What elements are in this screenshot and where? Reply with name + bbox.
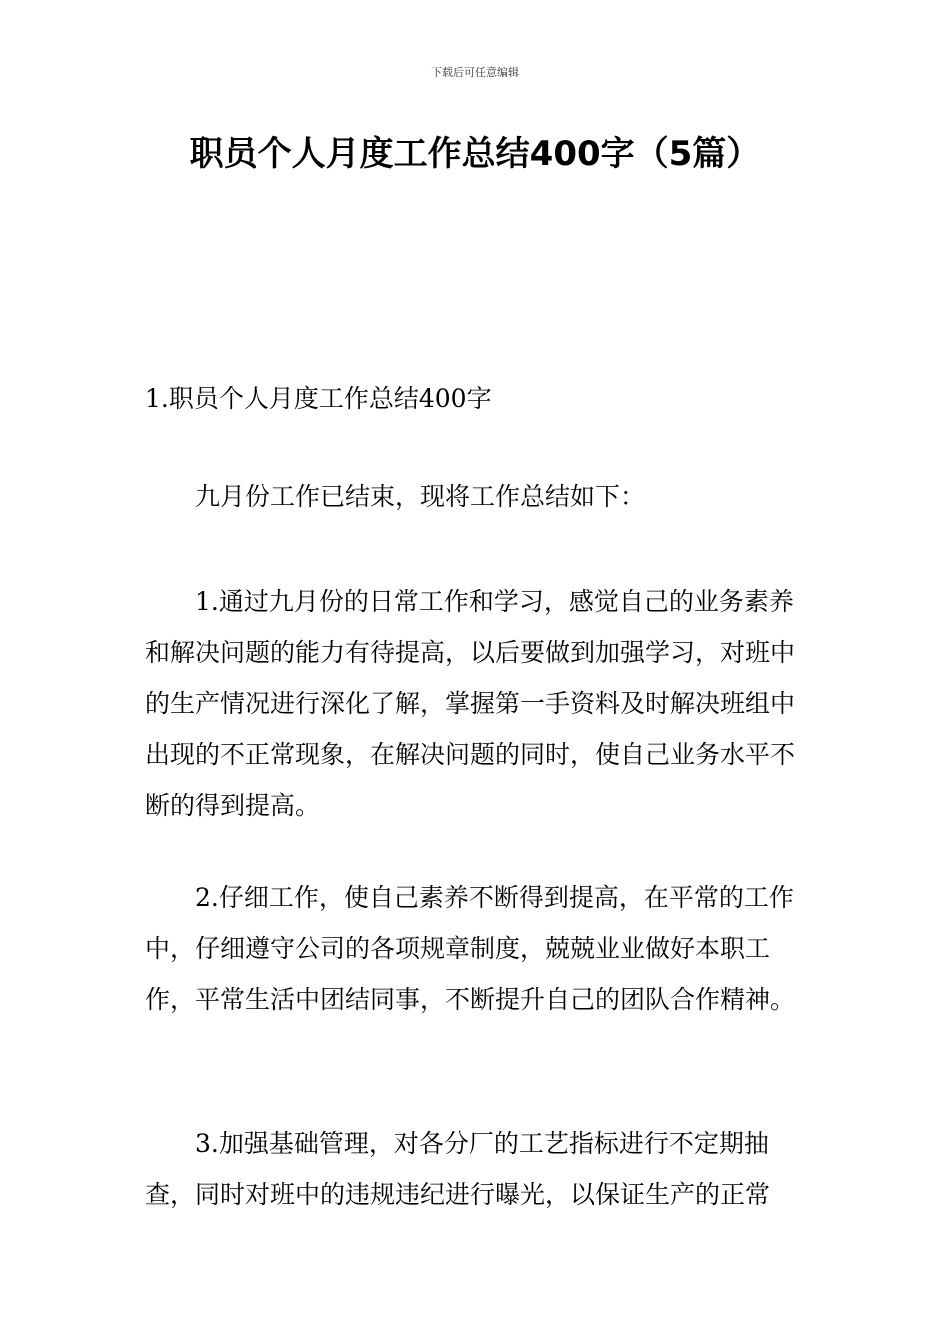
document-title: 职员个人月度工作总结400字（5篇） [189, 134, 761, 174]
paragraph-intro: 九月份工作已结束，现将工作总结如下： [195, 482, 646, 511]
paragraph-2: 2.仔细工作，使自己素养不断得到提高，在平常的工作中，仔细遵守公司的各项规章制度，兢兢业业做好本职工作，平常生活中团结同事，不断提升自己的团队合作精神。 [145, 883, 796, 1014]
paragraph-1: 1.通过九月份的日常工作和学习，感觉自己的业务素养和解决问题的能力有待提高，以后要做到加强学习，对班中的生产情况进行深化了解，掌握第一手资料及时解决班组中出现的不正常现象，在解决问题的同时，使自己业务水平不断的得到提高。 [145, 587, 796, 820]
section-heading: 1.职员个人月度工作总结400字 [145, 384, 492, 413]
paragraph-3: 3.加强基础管理，对各分厂的工艺指标进行不定期抽查，同时对班中的违规违纪进行曝光，以保证生产的正常 [145, 1129, 771, 1209]
header-note: 下载后可任意编辑 [431, 66, 519, 79]
